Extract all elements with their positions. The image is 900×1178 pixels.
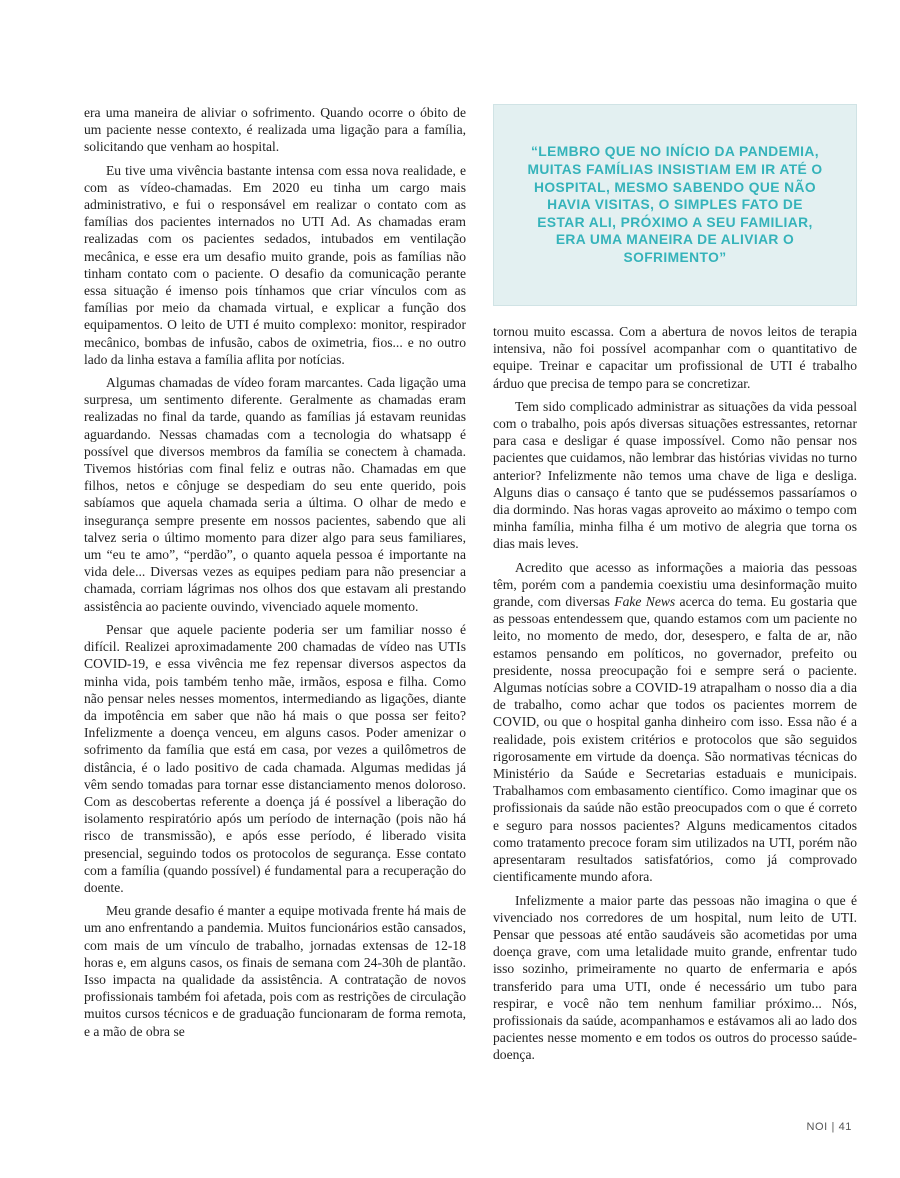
right-text-column — [493, 323, 857, 1113]
body-paragraph: Pensar que aquele paciente poderia ser um familiar nosso é difícil. Realizei aproximadamente 200 chamadas de vídeo nas UTIs COVID-19, e essa vivência me fez repensar diversos aspectos da minha vida, pois também tenho mãe, irmãos, esposa e filha. Como não pensar neles nesses momentos, intermediando as ligações, diante da impotência em saber que não há mais o que possa ser feito? Infelizmente a doença venceu, em alguns casos. Poder amenizar o sofrimento da família que está em casa, por vezes a quilômetros de distância, é o lado positivo de cada chamada. Algumas medidas já vêm sendo tomadas para tornar esse distanciamento menos doloroso. Com as descobertas referente a doença já é possível a liberação do isolamento respiratório após um período de internação (pois não há risco de transmissão), e após esse período, é liberado visita presencial, seguindo todos os protocolos de segurança. Esse contato com a família (quando possível) é fundamental para a recuperação do doente. — [84, 621, 466, 895]
text-run: acerca do tema. Eu gostaria que as pessoas entendessem que, quando estamos com um paciente no leito, no momento de medo, dor, desespero, e falta de ar, não estamos pensando em políticos, no governador, prefeito ou presidente, nossa preocupação foi e sempre será o paciente. Algumas notícias sobre a COVID-19 atrapalham o nosso dia a dia de trabalho, como achar que todos os pacientes morrem de COVID, ou que o hospital ganha dinheiro com isso. Essa não é a realidade, pois existem critérios e protocolos que são seguidos rigorosamente em virtude da doença. São normativas técnicas do Ministério da Saúde e Secretarias estaduais e municipais. Trabalhamos com embasamento científico. Como imaginar que os profissionais da saúde não estão preocupados com o que é correto e seguro para nossos pacientes? Alguns medicamentos citados como tratamento precoce foram sim utilizados na UTI, porém não apresentaram resultados satisfatórios, como já comprovado cientificamente mundo afora. — [493, 594, 857, 885]
body-paragraph: era uma maneira de aliviar o sofrimento. Quando ocorre o óbito de um paciente nesse contexto, é realizada uma ligação para a família, solicitando que venham ao hospital. — [84, 105, 466, 155]
left-text-column — [84, 104, 466, 1104]
body-paragraph: Algumas chamadas de vídeo foram marcantes. Cada ligação uma surpresa, um sentimento diferente. Geralmente as chamadas eram realizadas no final da tarde, quando as famílias já estavam reunidas aguardando. Nessas chamadas com a tecnologia do whatsapp é possível que diversos membros da família se conectem à chamada. Tivemos histórias com final feliz e outras não. Chamadas em que filhos, netos e cônjuge se despediam do seu ente querido, pois sabíamos que aquela chamada seria a última. O olhar de medo e insegurança sempre presente em nossos pacientes, sabendo que ali talvez seria o último momento para dizer algo para seus familiares, um “eu te amo”, “perdão”, o quanto aquela pessoa é importante na vida dele... Diversas vezes as equipes pediam para não presenciar a chamada, corriam lágrimas nos olhos dos que estavam ali prestando assistência ao paciente ouvindo, vivenciado aquele momento. — [84, 375, 466, 614]
pull-quote-box — [493, 104, 857, 306]
body-paragraph: Tem sido complicado administrar as situações da vida pessoal com o trabalho, pois após diversas situações estressantes, retornar para casa e desligar é quase impossível. Como não pensar nos pacientes que cuidamos, não lembrar das histórias vividas no turno anterior? Infelizmente não temos uma chave de liga e desliga. Alguns dias o cansaço é tanto que se pudéssemos passaríamos o dia dormindo. Nas horas vagas aproveito ao máximo o tempo com minha família, minha filha é um motivo de alegria que torna os dias mais leves. — [493, 398, 857, 552]
page-footer: NOI | 41 — [806, 1121, 852, 1133]
body-paragraph: Infelizmente a maior parte das pessoas não imagina o que é vivenciado nos corredores de um hospital, num leito de UTI. Pensar que pessoas até então saudáveis são acometidas por uma doença grave, com uma letalidade muito grande, enfrentar tudo isso sozinho, primeiramente no quarto de enfermaria e após transferido para uma UTI, onde é necessário um tubo para respirar, e você não tem nenhum familiar próximo... Nós, profissionais da saúde, acompanhamos e estávamos ali ao lado dos pacientes nesse momento e em todos os outros do processo saúde-doença. — [493, 892, 857, 1063]
text-run: Acredito que acesso as informações a maioria das pessoas têm, porém com a pandemia coexistiu uma desinformação muito grande, com diversas — [493, 559, 857, 610]
italic-text: Fake News — [614, 594, 676, 610]
body-paragraph — [493, 559, 857, 886]
body-paragraph: Meu grande desafio é manter a equipe motivada frente há mais de um ano enfrentando a pandemia. Muitos funcionários estão cansados, com mais de um vínculo de trabalho, jornadas extensas de 12-18 horas e, em alguns casos, os finais de semana com 24-30h de plantão. Isso impacta na qualidade da assistência. A contratação de novos profissionais também foi afetada, pois com as restrições de circulação muitos cursos técnicos e de graduação funcionaram de forma remota, e a mão de obra se — [84, 903, 466, 1039]
body-paragraph: Eu tive uma vivência bastante intensa com essa nova realidade, e com as vídeo-chamadas. Em 2020 eu tinha um cargo mais administrativo, e fui o responsável em realizar o contato com as famílias dos pacientes internados no UTI Ad. As chamadas eram realizadas com os pacientes sedados, intubados em ventilação mecânica, e esse era um desafio muito grande, pois as famílias não tinham contato com o paciente. O desafio da comunicação perante essa situação é imenso pois tínhamos que criar vínculos com as famílias por meio da chamada virtual, e explicar a função dos equipamentos. O leito de UTI é muito complexo: monitor, respirador mecânico, bombas de infusão, cabos de oximetria, fios... e no outro lado da linha estava a família aflita por notícias. — [84, 162, 466, 367]
body-paragraph: tornou muito escassa. Com a abertura de novos leitos de terapia intensiva, não foi possível acompanhar com o quantitativo de equipe. Treinar e capacitar um profissional de UTI é trabalho árduo que precisa de tempo para se concretizar. — [493, 324, 857, 391]
pull-quote-text: “LEMBRO QUE NO INÍCIO DA PANDEMIA, MUITAS FAMÍLIAS INSISTIAM EM IR ATÉ O HOSPITAL, MESMO SABENDO QUE NÃO HAVIA VISITAS, O SIMPLES FATO DE ESTAR ALI, PRÓXIMO A SEU FAMILIAR, ERA UMA MANEIRA DE ALIVIAR O SOFRIMENTO” — [527, 144, 823, 265]
